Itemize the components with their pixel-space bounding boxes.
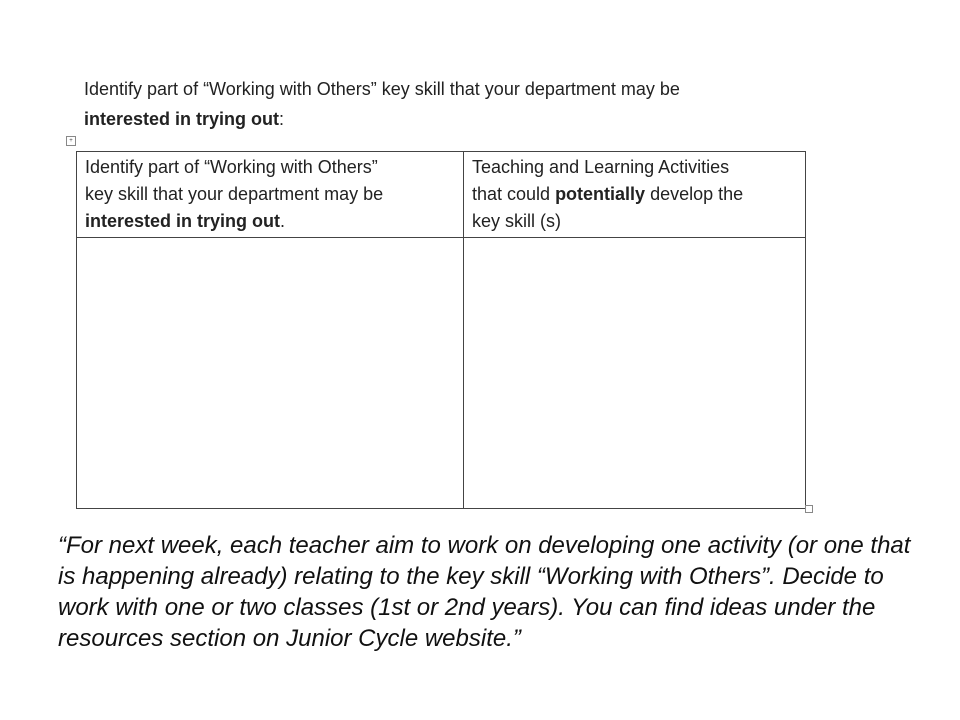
header-cell-line: key skill that your department may be: [85, 184, 384, 204]
header-cell-line: Teaching and Learning Activities: [472, 157, 730, 177]
header-text: develop the: [645, 184, 744, 204]
table-body-row: [77, 238, 806, 509]
header-cell-line: Identify part of “Working with Others”: [85, 157, 378, 177]
heading-emphasis: interested in trying out: [84, 109, 280, 129]
heading-line-1: Identify part of “Working with Others” key skill that your department may be: [84, 79, 680, 99]
instruction-note: “For next week, each teacher aim to work on developing one activity (or one that is happening already) relating to the key skill “Working with Others”. Decide to work with one or two classes (1st or 2nd years). You can find ideas under the resources section on Junior Cycle website.”: [58, 532, 911, 652]
header-cell-skill-part: [77, 152, 464, 238]
header-cell-activities: [464, 152, 806, 238]
header-text: that could: [472, 184, 556, 204]
key-skill-table: [76, 151, 806, 509]
table-resize-handle[interactable]: [805, 505, 813, 513]
body-cell-activities[interactable]: [464, 238, 806, 509]
header-emphasis: interested in trying out: [85, 211, 281, 231]
heading-colon: :: [279, 109, 285, 129]
header-cell-line: [85, 208, 455, 235]
heading: [84, 74, 804, 134]
header-emphasis: potentially: [555, 184, 646, 204]
header-period: .: [280, 211, 286, 231]
body-cell-skill-part[interactable]: [77, 238, 464, 509]
header-cell-line: [472, 181, 797, 208]
heading-line-2: [84, 104, 804, 134]
table-header-row: [77, 152, 806, 238]
header-cell-line: key skill (s): [472, 211, 561, 231]
table-move-handle-icon[interactable]: +: [66, 136, 76, 146]
